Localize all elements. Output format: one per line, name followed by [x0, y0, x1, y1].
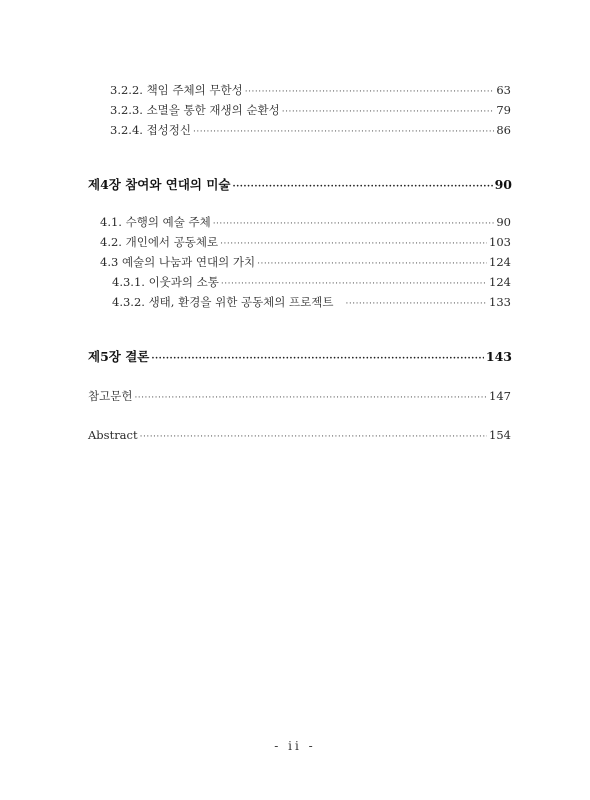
toc-entry-title: 4.3 예술의 나눔과 연대의 가치: [100, 255, 256, 269]
toc-entry-4-3-1: [112, 275, 511, 289]
toc-entry-page: 154: [489, 428, 511, 442]
toc-entry-title: 제4장 참여와 연대의 미술: [88, 177, 231, 192]
toc-entry-page: 147: [489, 389, 511, 403]
dot-leader: [213, 217, 495, 231]
dot-leader: [134, 391, 487, 405]
toc-entry-references: [88, 389, 511, 403]
toc-entry-page: 90: [494, 177, 512, 192]
toc-entry-4-1: [100, 215, 511, 229]
dot-leader: [282, 105, 495, 119]
page-number-footer: - ii -: [274, 739, 316, 753]
toc-entry-title: 3.2.4. 접성정신: [110, 123, 192, 137]
toc-entry-page: 63: [496, 83, 511, 97]
dot-leader: [345, 297, 487, 311]
toc-entry-title: 참고문헌: [88, 389, 133, 403]
toc-entry-page: 103: [489, 235, 511, 249]
toc-entry-page: 133: [489, 295, 511, 309]
toc-entry-title: 3.2.2. 책임 주체의 무한성: [110, 83, 243, 97]
toc-entry-title: 4.3.2. 생태, 환경을 위한 공동체의 프로젝트: [112, 295, 334, 309]
toc-entry-page: 90: [496, 215, 511, 229]
toc-entry-page: 86: [496, 123, 511, 137]
toc-entry-title: 제5장 결론: [88, 349, 150, 364]
toc-entry-page: 143: [485, 349, 512, 364]
dot-leader: [140, 430, 487, 444]
toc-entry-3-2-4: [110, 123, 511, 137]
toc-entry-title: 4.2. 개인에서 공동체로: [100, 235, 219, 249]
dot-leader: [221, 277, 487, 291]
toc-chapter-4: [88, 178, 512, 192]
toc-entry-title: 3.2.3. 소멸을 통한 재생의 순환성: [110, 103, 280, 117]
dot-leader: [233, 180, 493, 194]
toc-entry-3-2-3: [110, 103, 511, 117]
toc-entry-page: 79: [496, 103, 511, 117]
dot-leader: [220, 237, 487, 251]
toc-entry-4-2: [100, 235, 511, 249]
dot-leader: [245, 85, 495, 99]
toc-entry-3-2-2: [110, 83, 511, 97]
toc-entry-page: 124: [489, 275, 511, 289]
dot-leader: [193, 125, 494, 139]
toc-entry-title: 4.1. 수행의 예술 주체: [100, 215, 211, 229]
toc-entry-abstract: [88, 428, 511, 442]
toc-entry-title: 4.3.1. 이웃과의 소통: [112, 275, 219, 289]
toc-entry-page: 124: [489, 255, 511, 269]
toc-entry-4-3: [100, 255, 511, 269]
toc-entry-4-3-2: [112, 295, 511, 309]
toc-entry-title: Abstract: [88, 428, 138, 442]
dot-leader: [151, 352, 484, 366]
dot-leader: [257, 257, 487, 271]
toc-chapter-5: [88, 350, 512, 364]
